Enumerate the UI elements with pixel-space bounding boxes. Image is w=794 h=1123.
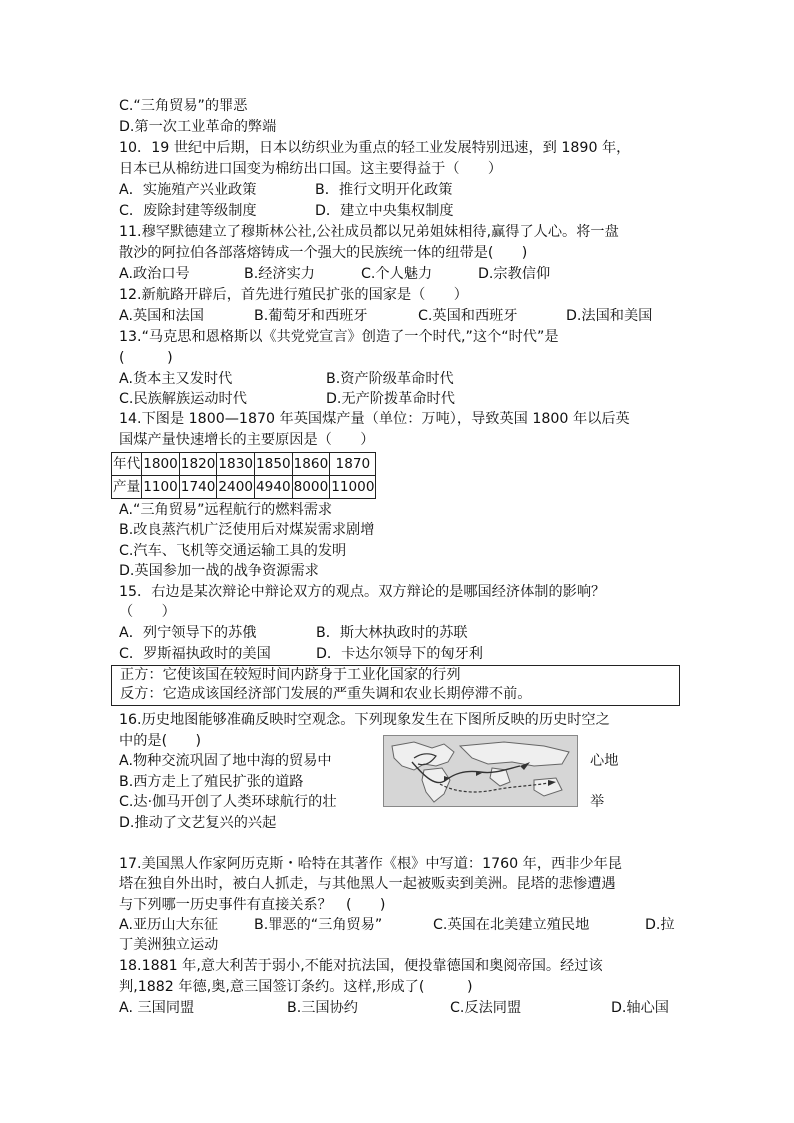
table-cell: 1830 xyxy=(217,453,255,476)
q15-option-b: B．斯大林执政时的苏联 xyxy=(316,625,468,641)
table-cell: 1800 xyxy=(142,453,180,476)
q15-option-c: C．罗斯福执政时的美国 xyxy=(119,646,271,662)
table-cell: 2400 xyxy=(217,476,255,499)
q9-option-d: D.第一次工业革命的弊端 xyxy=(119,119,277,135)
q11-option-c: C.个人魅力 xyxy=(361,266,433,282)
q18-stem-line1: 18.1881 年,意大利苦于弱小,不能对抗法国，便投靠德国和奥阅帝国。经过该 xyxy=(119,958,603,974)
q10-option-a: A．实施殖产兴业政策 xyxy=(119,182,257,198)
table-cell: 1100 xyxy=(142,476,180,499)
table-row xyxy=(112,453,376,476)
q14-option-a: A.“三角贸易”远程航行的燃料需求 xyxy=(119,502,333,518)
q11-option-a: A.政治口号 xyxy=(119,266,190,282)
q17-option-b: B.罪恶的“三角贸易” xyxy=(254,917,383,933)
table-cell: 8000 xyxy=(292,476,330,499)
q18-stem-line2: 判,1882 年德,奥,意三国签订条约。这样,形成了( ) xyxy=(119,979,473,995)
q12-option-a: A.英国和法国 xyxy=(119,308,204,324)
q9-option-c: C.“三角贸易”的罪恶 xyxy=(119,98,248,114)
q13-stem-line2: ( ) xyxy=(119,350,173,366)
q12-option-b: B.葡萄牙和西班牙 xyxy=(254,308,368,324)
q16-option-a: A.物种交流巩固了地中海的贸易中 xyxy=(119,753,332,769)
debate-box xyxy=(111,665,680,706)
q14-stem-line1: 14.下图是 1800—1870 年英国煤产量（单位：万吨），导致英国 1800 年以后英 xyxy=(119,411,630,427)
q17-option-a: A.亚历山大东征 xyxy=(119,917,219,933)
q16-stem-line1: 16.历史地图能够准确反映时空观念。下列现象发生在下图所反映的历史时空之 xyxy=(119,712,610,728)
table-cell: 产量 xyxy=(112,476,142,499)
q10-option-c: C．废除封建等级制度 xyxy=(119,203,257,219)
table-cell: 1850 xyxy=(255,453,293,476)
q14-option-b: B.改良蒸汽机广泛使用后对煤炭需求剧增 xyxy=(119,522,375,538)
q17-stem-line1: 17.美国黑人作家阿历克斯・哈特在其著作《根》中写道：1760 年，西非少年昆 xyxy=(119,856,622,872)
q12-stem: 12.新航路开辟后，首先进行殖民扩张的国家是（ ） xyxy=(119,287,468,303)
q10-option-d: D．建立中央集权制度 xyxy=(315,203,454,219)
q13-option-d: D.无产阶拨革命时代 xyxy=(326,391,455,407)
q18-option-b: B.三国协约 xyxy=(287,1000,358,1016)
q16-stem-line2: 中的是( ) xyxy=(119,733,202,749)
q17-option-c: C.英国在北美建立殖民地 xyxy=(433,917,590,933)
table-cell: 1870 xyxy=(330,453,376,476)
q14-option-d: D.英国参加一战的战争资源需求 xyxy=(119,563,319,579)
q18-option-a: A. 三国同盟 xyxy=(119,1000,195,1016)
q18-option-c: C.反法同盟 xyxy=(450,1000,522,1016)
debate-pro: 正方：它使该国在较短时间内跻身于工业化国家的行列 xyxy=(120,667,461,683)
q14-stem-line2: 国煤产量快速增长的主要原因是（ ） xyxy=(119,432,375,448)
debate-con: 反方：它造成该国经济部门发展的严重失调和农业长期停滞不前。 xyxy=(120,686,532,702)
q11-option-b: B.经济实力 xyxy=(244,266,315,282)
q17-stem-line2: 塔在独自外出时，被白人抓走，与其他黑人一起被贩卖到美洲。昆塔的悲惨遭遇 xyxy=(119,876,616,892)
q14-option-c: C.汽车、飞机等交通运输工具的发明 xyxy=(119,543,347,559)
q12-option-d: D.法国和美国 xyxy=(566,308,653,324)
table-cell: 1860 xyxy=(292,453,330,476)
q11-stem-line1: 11.穆罕默德建立了穆斯林公社,公社成员都以兄弟姐妹相待,赢得了人心。将一盘 xyxy=(119,224,619,240)
q15-stem-line2: （ ） xyxy=(119,604,176,620)
q10-stem-line2: 日本已从棉纺进口国变为棉纺出口国。这主要得益于（ ） xyxy=(119,161,503,177)
q17-option-d-tail: 丁美洲独立运动 xyxy=(119,937,219,953)
q16-option-d: D.推动了文艺复兴的兴起 xyxy=(119,815,277,831)
q17-option-d: D.拉 xyxy=(645,917,675,933)
q16-option-c: C.达·伽马开创了人类环球航行的壮 xyxy=(119,794,337,810)
q11-option-d: D.宗教信仰 xyxy=(478,266,551,282)
q13-stem-line1: 13.“马克思和恩格斯以《共党党宣言》创造了一个时代,”这个“时代”是 xyxy=(119,329,559,345)
table-cell: 4940 xyxy=(255,476,293,499)
q15-option-a: A．列宁领导下的苏俄 xyxy=(119,625,257,641)
q12-option-c: C.英国和西班牙 xyxy=(418,308,518,324)
q16-option-b: B.西方走上了殖民扩张的道路 xyxy=(119,774,304,790)
q10-option-b: B．推行文明开化政策 xyxy=(315,182,453,198)
q11-stem-line2: 散沙的阿拉伯各部落熔铸成一个强大的民族统一体的纽带是( ) xyxy=(119,245,528,261)
q18-option-d: D.轴心国 xyxy=(611,1000,669,1016)
q17-stem-line3: 与下列哪一历史事件有直接关系？ ( ) xyxy=(119,897,386,913)
q16-option-a-tail: 心地 xyxy=(590,753,619,769)
table-cell: 1740 xyxy=(179,476,217,499)
q13-option-c: C.民族解族运动时代 xyxy=(119,391,247,407)
map-image-icon xyxy=(383,735,578,807)
q15-stem-line1: 15．右边是某次辩论中辩论双方的观点。双方辩论的是哪国经济体制的影响？ xyxy=(119,584,606,600)
table-cell: 11000 xyxy=(330,476,376,499)
q10-stem-line1: 10．19 世纪中后期，日本以纺织业为重点的轻工业发展特别迅速，到 1890 年， xyxy=(119,140,631,156)
table-cell: 年代 xyxy=(112,453,142,476)
q13-option-b: B.资产阶级革命时代 xyxy=(326,371,454,387)
q16-option-c-tail: 举 xyxy=(590,794,605,810)
q15-option-d: D．卡达尔领导下的匈牙利 xyxy=(316,646,483,662)
table-cell: 1820 xyxy=(179,453,217,476)
table-row xyxy=(112,476,376,499)
coal-output-table xyxy=(111,452,376,499)
q13-option-a: A.货本主又发时代 xyxy=(119,371,233,387)
